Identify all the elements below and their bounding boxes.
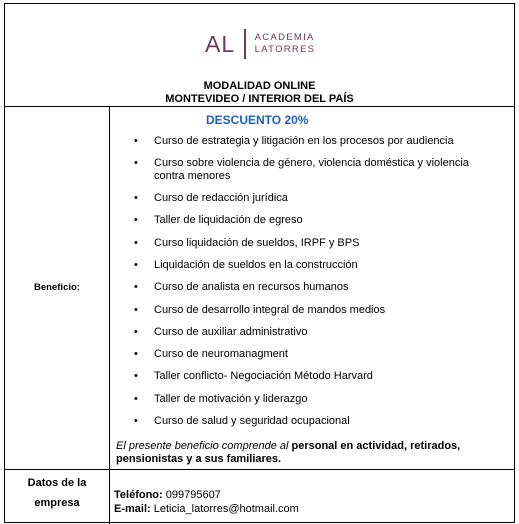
logo-text [255, 32, 316, 56]
course-item: • Taller de liquidación de egreso [110, 214, 499, 227]
course-item: • Curso de estrategia y litigación en los procesos por audiencia [110, 135, 499, 148]
modality-heading [5, 80, 514, 106]
logo-divider [244, 29, 246, 59]
logo-text-line1: ACADEMIA [254, 32, 315, 43]
modality-line2: MONTEVIDEO / INTERIOR DEL PAÍS [165, 93, 354, 105]
course-item: • Curso de salud y seguridad ocupacional [110, 415, 499, 428]
company-label-line2: empresa [34, 497, 80, 509]
note-italic: El presente beneficio comprende al [116, 440, 292, 452]
email-value[interactable]: Leticia_latorres@hotmail.com [150, 503, 299, 515]
logo-text-line2: LATORRES [254, 44, 316, 55]
company-label-line1: Datos de la [27, 477, 87, 489]
course-item: • Curso de analista en recursos humanos [110, 281, 499, 294]
phone-label: Teléfono: [114, 489, 163, 501]
benefit-row [5, 107, 514, 470]
company-info [114, 488, 299, 516]
benefit-label-cell [5, 107, 110, 469]
discount-heading: DESCUENTO 20% [206, 113, 309, 127]
phone-line [114, 488, 299, 502]
course-item: • Curso de auxiliar administrativo [110, 326, 499, 339]
note-bold: personal en actividad, retirados, pensionistas y a sus familiares. [116, 440, 461, 465]
course-item: • Liquidación de sueldos en la construcción [110, 259, 499, 272]
course-item: • Curso de redacción jurídica [110, 192, 499, 205]
company-row [5, 470, 514, 524]
course-item: • Taller de motivación y liderazgo [110, 393, 499, 406]
logo-mark: AL [205, 30, 236, 57]
phone-value: 099795607 [162, 489, 221, 501]
benefit-label: Beneficio: [34, 282, 80, 293]
course-item: • Taller conflicto- Negociación Método Harvard [110, 370, 499, 383]
benefit-note [116, 440, 506, 466]
course-item: • Curso de neuromanagment [110, 348, 499, 361]
modality-line1: MODALIDAD ONLINE [203, 80, 316, 92]
course-list [110, 135, 499, 437]
course-item: • Curso sobre violencia de género, violencia doméstica y violencia contra menores [110, 157, 499, 182]
benefit-document [4, 3, 515, 523]
academia-latorres-logo [205, 26, 315, 62]
benefit-content-cell [110, 107, 514, 469]
company-label-cell [5, 470, 110, 524]
course-item: • Curso de desarrollo integral de mandos medios [110, 304, 499, 317]
course-item: • Curso liquidación de sueldos, IRPF y BPS [110, 237, 499, 250]
header-section [5, 4, 514, 107]
email-line [114, 502, 299, 516]
email-label: E-mail: [114, 503, 151, 515]
